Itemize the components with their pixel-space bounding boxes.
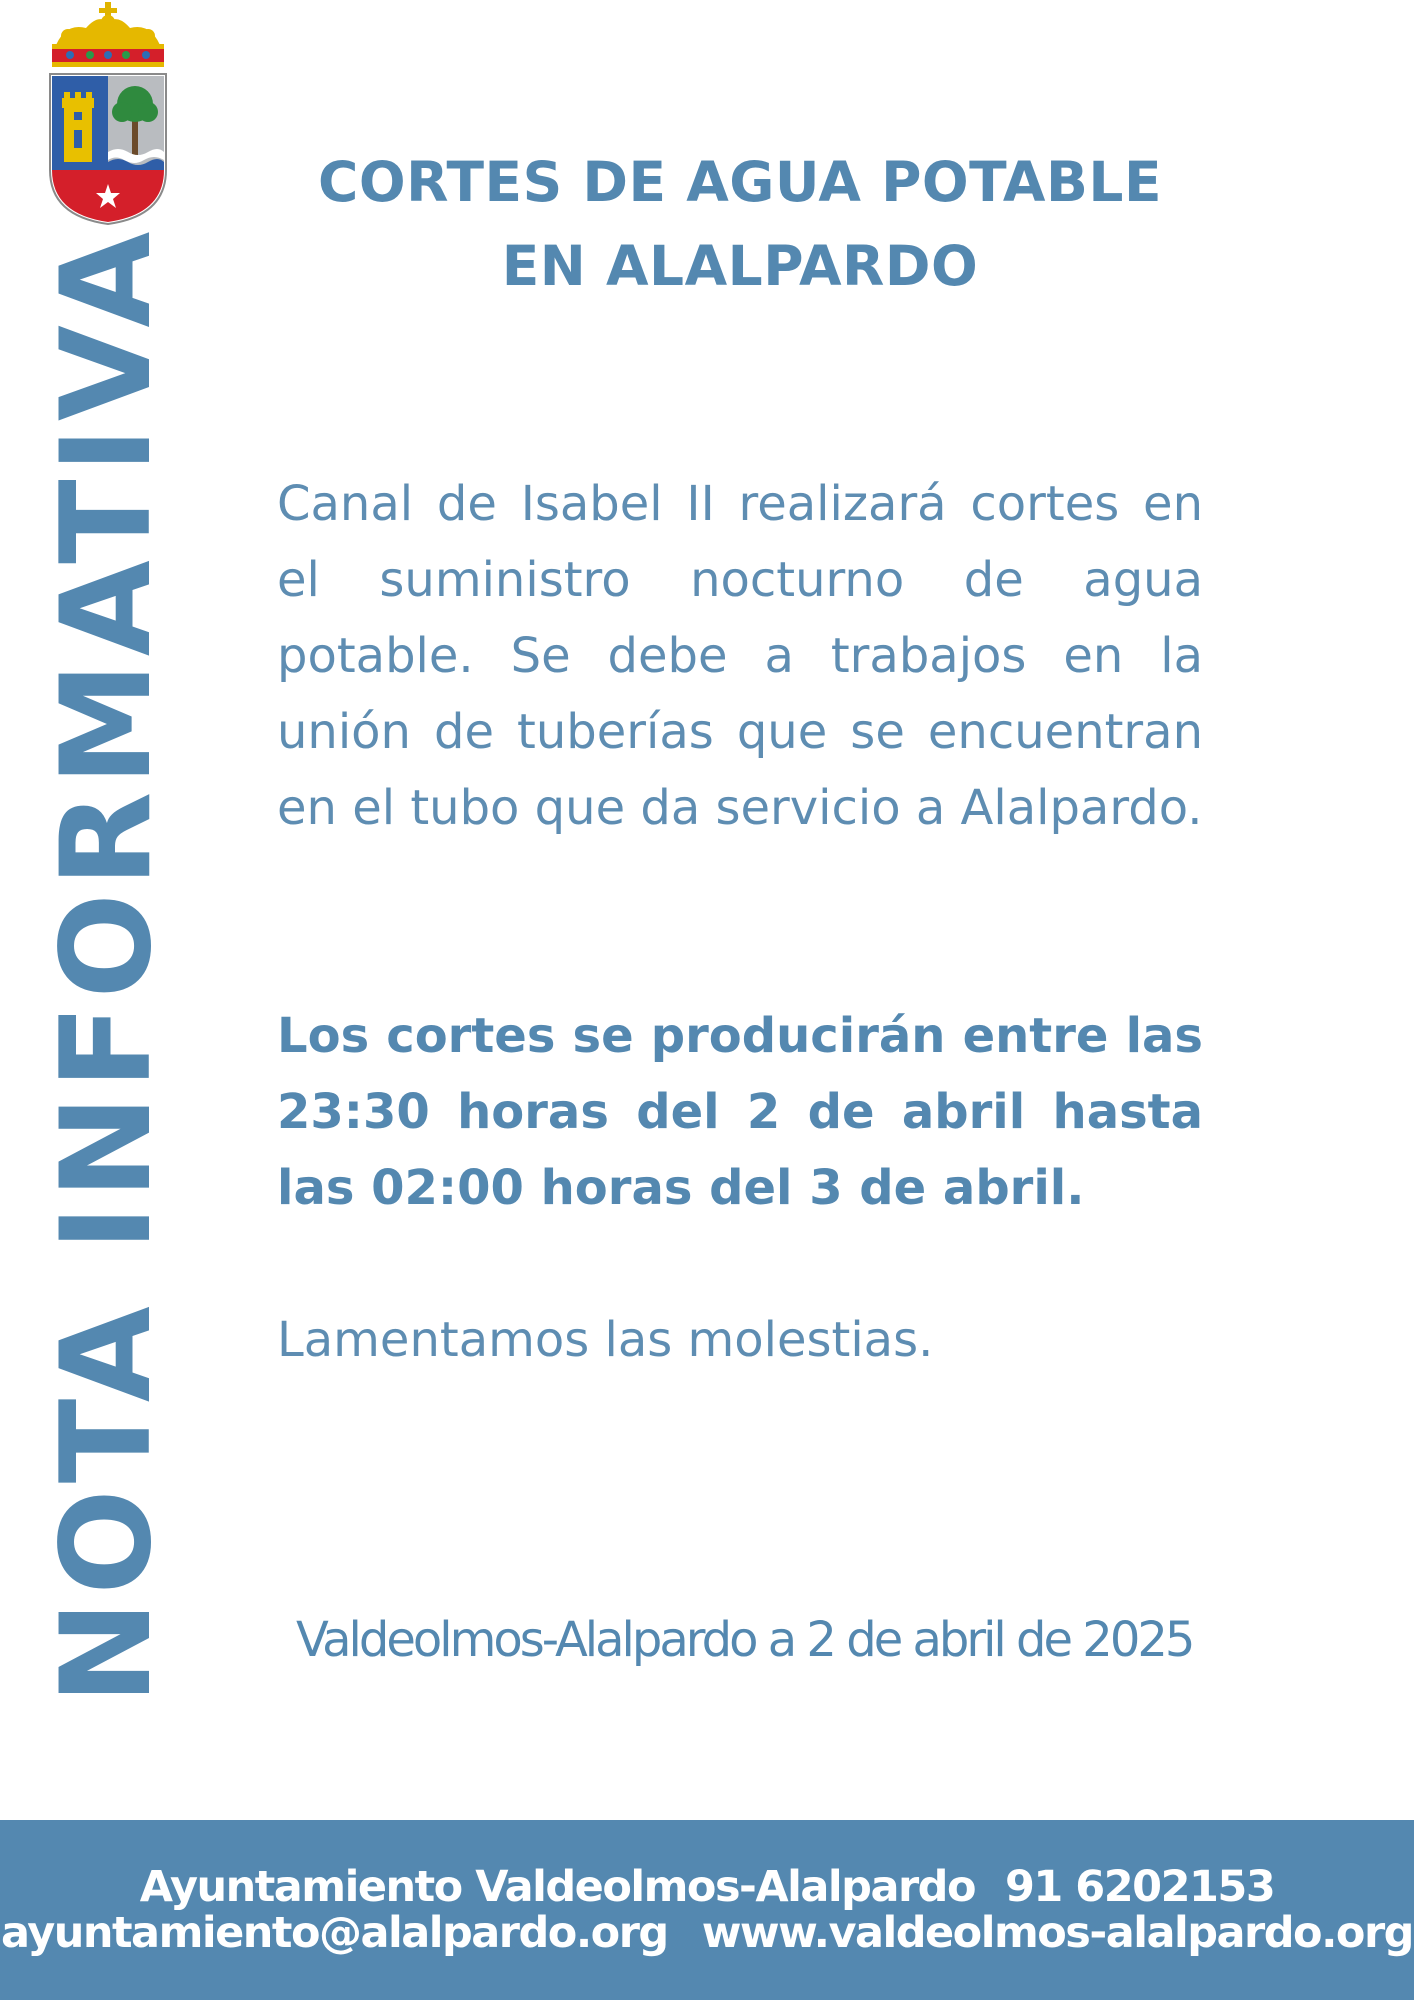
place-date-line: Valdeolmos-Alalpardo a 2 de abril de 2025 [296,1612,1193,1668]
footer-contact-line [0,1862,1414,1912]
coat-of-arms-icon [46,0,170,228]
side-title-container [35,225,179,1705]
footer-organization: Ayuntamiento Valdeolmos-Alalpardo [139,1862,975,1912]
title-line-1: CORTES DE AGUA POTABLE [317,150,1163,214]
notice-paragraph: Canal de Isabel II realizará cortes en el suministro nocturno de agua potable. Se debe a trabajos en la unión de tuberías que se encuentran en el tubo que da servicio a Alalpardo. [277,476,1203,836]
footer-bar [0,1820,1414,2000]
closing-text: Lamentamos las molestias. [277,1312,934,1368]
footer-website: www.valdeolmos-alalpardo.org [701,1908,1413,1958]
footer-phone: 91 6202153 [1005,1862,1275,1912]
schedule-paragraph: Los cortes se producirán entre las 23:30 horas del 2 de abril hasta las 02:00 horas del 3 de abril. [277,1008,1203,1216]
page-title [300,140,1180,308]
side-title: NOTA INFORMATIVA [35,225,179,1705]
title-line-2: EN ALALPARDO [501,234,979,298]
footer-email: ayuntamiento@alalpardo.org [1,1908,668,1958]
footer-web-line [0,1908,1414,1958]
